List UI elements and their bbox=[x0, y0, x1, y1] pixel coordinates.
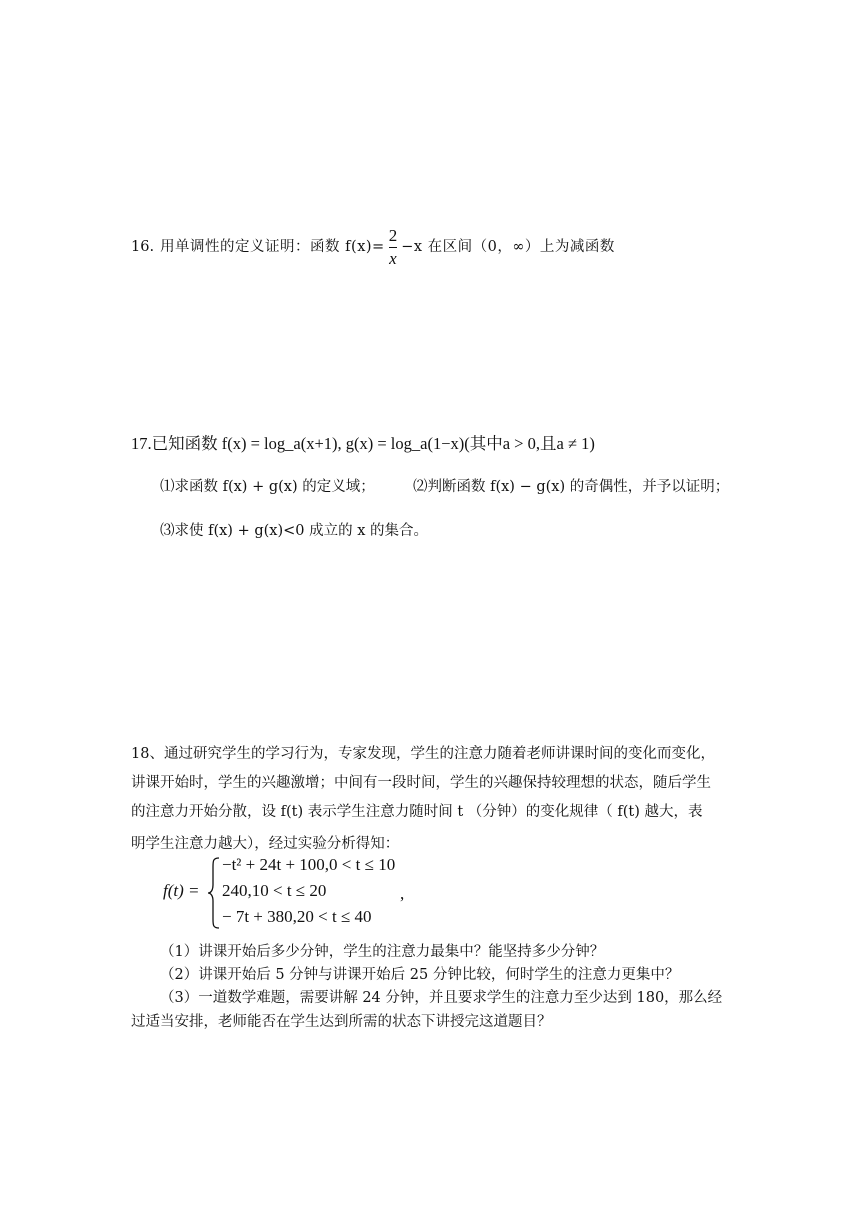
problem-18-q2: （2）讲课开始后 5 分钟与讲课开始后 25 分钟比较，何时学生的注意力更集中？ bbox=[160, 967, 680, 983]
piecewise-case-3: − 7t + 380,20 < t ≤ 40 bbox=[222, 907, 372, 926]
problem-18-line4: 明学生注意力越大），经过实验分析得知： bbox=[131, 836, 400, 852]
piecewise-lhs: f(t) = bbox=[163, 881, 200, 900]
fraction-denominator: x bbox=[389, 248, 397, 268]
problem-18-q3b: 过适当安排，老师能否在学生达到所需的状态下讲授完这道题目？ bbox=[131, 1014, 552, 1030]
problem-16 bbox=[131, 225, 615, 269]
problem-18-q3a: （3）一道数学难题，需要讲解 24 分钟，并且要求学生的注意力至少达到 180，那么经 bbox=[160, 990, 723, 1006]
problem-17-stem: 17.已知函数 f(x) = log_a(x+1), g(x) = log_a(1−x)(其中a > 0,且a ≠ 1) bbox=[131, 434, 595, 453]
problem-18-line3: 的注意力开始分散，设 f(t) 表示学生注意力随时间 t （分钟）的变化规律（ f(t) 越大，表 bbox=[131, 804, 703, 820]
problem-17-sub3: ⑶求使 f(x) + g(x)<0 成立的 x 的集合。 bbox=[160, 523, 428, 539]
problem-17-sub1: ⑴求函数 f(x) + g(x) 的定义域； bbox=[160, 479, 375, 495]
problem-16-text-after: −x 在区间（0，∞）上为减函数 bbox=[401, 239, 615, 255]
problem-16-text-before: 用单调性的定义证明：函数 f(x)= bbox=[160, 239, 385, 255]
piecewise-case-2: 240,10 < t ≤ 20 bbox=[222, 881, 327, 900]
left-brace-icon bbox=[207, 857, 221, 929]
problem-18-q1: （1）讲课开始后多少分钟，学生的注意力最集中？能坚持多少分钟？ bbox=[160, 944, 605, 960]
piecewise-case-1: −t² + 24t + 100,0 < t ≤ 10 bbox=[222, 855, 396, 874]
fraction-2-over-x bbox=[389, 226, 398, 269]
problem-18-line1: 18、通过研究学生的学习行为，专家发现，学生的注意力随着老师讲课时间的变化而变化， bbox=[131, 746, 715, 762]
problem-18-line2: 讲课开始时，学生的兴趣激增；中间有一段时间，学生的兴趣保持较理想的状态，随后学生 bbox=[131, 775, 711, 791]
piecewise-comma: , bbox=[400, 884, 405, 903]
problem-17-sub2: ⑵判断函数 f(x) − g(x) 的奇偶性，并予以证明； bbox=[413, 479, 730, 495]
problem-16-number: 16. bbox=[131, 239, 155, 255]
fraction-numerator: 2 bbox=[388, 225, 398, 245]
